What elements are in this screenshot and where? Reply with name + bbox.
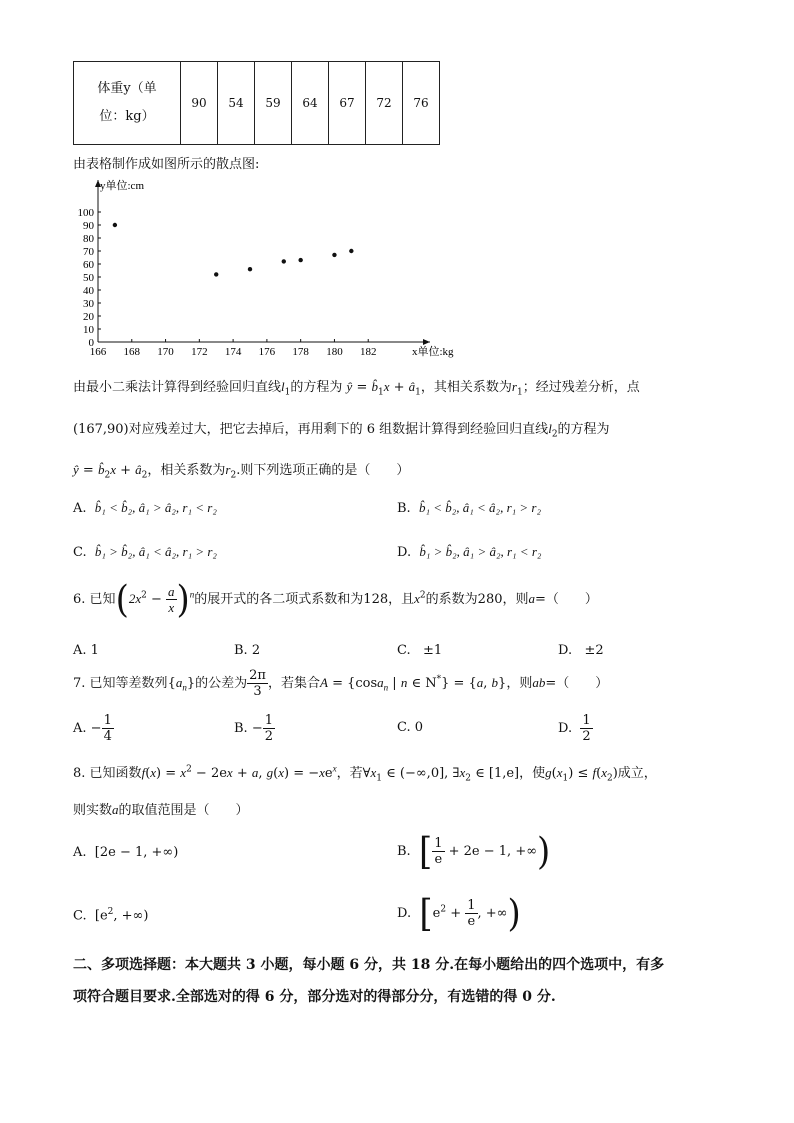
p6-coef: 280 — [477, 592, 503, 607]
y-axis-label: y单位:cm — [100, 180, 144, 192]
p5-line1: 由最小二乘法计算得到经验回归直线$l_1$的方程为 ŷ = $b̂_1x$ + $â_1$，其相关系数为$r_1$；经过残差分析，点 — [73, 379, 640, 398]
x-tick-label: 176 — [258, 346, 276, 358]
y-tick-label: 60 — [83, 259, 94, 271]
p5-text: 的方程为 — [557, 422, 610, 437]
p8-option-a: A. [2e − 1, +∞) — [73, 845, 179, 860]
weight-table — [73, 61, 440, 145]
y-tick-label: 40 — [83, 285, 94, 297]
scatter-point — [113, 223, 117, 227]
section2-line1: 二、多项选择题：本大题共 3 小题，每小题 6 分，共 18 分.在每小题给出的四个选项中，有多 — [73, 957, 665, 973]
p5-line3: ŷ = $b̂_2x$ + $â_2$，相关系数为$r_2$.则下列选项正确的是（ ） — [73, 462, 410, 481]
p8-stem-line2: 则实数a的取值范围是（ ） — [73, 802, 249, 818]
p5-line2: (167,90)对应残差过大，把它去掉后，再用剩下的 6 组数据计算得到经验回归直线$l_2$的方程为 — [73, 421, 610, 440]
chart-axes — [95, 180, 430, 345]
y-tick-label: 20 — [83, 311, 94, 323]
x-tick-label: 180 — [326, 346, 343, 358]
y-tick-label: 0 — [88, 337, 94, 349]
intro-text: 由表格制作成如图所示的散点图: — [73, 157, 260, 172]
p7-stem: 7. 已知等差数列$\{a_n\}$的公差为 $\frac{2\pi}{3}$ ，若集合A = {cosa$_n$ | n ∈ N*} = {a, b}，则ab=（ ） — [73, 668, 609, 699]
table-cell: 59 — [255, 62, 292, 145]
y-tick-label: 70 — [83, 246, 94, 258]
table-header-line2: 位：kg） — [99, 109, 155, 124]
scatter-point — [298, 258, 302, 262]
scatter-point — [349, 249, 353, 253]
y-tick-label: 100 — [77, 207, 94, 219]
p8-option-b: B. [ $\frac{1}{e}$ + 2e − 1, +∞) — [397, 829, 551, 874]
scatter-point — [332, 253, 336, 257]
table-header-cell — [74, 62, 181, 145]
p5-text: 的方程为 — [290, 380, 343, 395]
x-axis-label: x单位:kg — [412, 346, 454, 358]
p8-stem: 8. 已知函数$f(x) = x^2 - 2ex + a$, $g(x) = -xe^x$，若$\forall x_1$ ∈ (−∞,0], $\exists x_2$ ∈ [1,e]，使$g(x_1) \le f(x_2)$成立， — [73, 763, 657, 784]
table-cell: 64 — [292, 62, 329, 145]
scatter-chart — [60, 172, 460, 364]
p6-option-a: A. 1 — [73, 643, 99, 658]
y-tick-label: 10 — [83, 324, 94, 336]
p5-text: ；经过残差分析，点 — [522, 380, 640, 395]
x-tick-label: 166 — [89, 346, 107, 358]
table-cell: 76 — [403, 62, 440, 145]
x-tick-label: 178 — [292, 346, 309, 358]
p5-point: (167,90) — [73, 422, 129, 437]
x-tick-label: 174 — [224, 346, 242, 358]
p6-option-b: B. 2 — [234, 643, 261, 658]
p6-stem: 6. 已知($2x^2$ − $\frac{a}{x}$ )$^n$的展开式的各二项式系数和为128，且$x^2$的系数为280，则a=（ ） — [73, 577, 598, 622]
x-tick-label: 172 — [191, 346, 208, 358]
y-tick-label: 80 — [83, 233, 94, 245]
p5-text: 对应残差过大，把它去掉后，再用剩下的 6 组数据计算得到经验回归直线 — [128, 422, 549, 437]
p7-option-b: B. − $\frac{1}{2}$ — [234, 713, 273, 744]
p5-text: 由最小二乘法计算得到经验回归直线 — [73, 380, 282, 395]
y-tick-label: 90 — [83, 220, 94, 232]
p7-option-d: D. $\frac{1}{2}$ — [558, 713, 591, 744]
p6-option-c: C. ±1 — [397, 643, 443, 658]
p5-option-c: C. b̂₁ > b̂₂, â₁ < â₂, r₁ > r₂ — [73, 544, 217, 560]
p5-option-d: D. b̂₁ > b̂₂, â₁ > â₂, r₁ < r₂ — [397, 544, 542, 560]
y-tick-label: 30 — [83, 298, 94, 310]
x-tick-label: 170 — [157, 346, 174, 358]
p7-option-a: A. − $\frac{1}{4}$ — [73, 713, 112, 744]
p6-sum: 128 — [363, 592, 389, 607]
p5-text: ，其相关系数为 — [420, 380, 512, 395]
x-tick-label: 182 — [359, 346, 377, 358]
p5-option-b: B. b̂₁ < b̂₂, â₁ < â₂, r₁ > r₂ — [397, 500, 542, 516]
table-header-line1: 体重y（单 — [97, 81, 157, 96]
table-cell: 54 — [218, 62, 255, 145]
p8-option-c: C. [$e^2$, +∞) — [73, 907, 149, 924]
p5-text: ，相关系数为 — [147, 463, 226, 478]
y-tick-label: 50 — [83, 272, 94, 284]
scatter-point — [282, 259, 286, 263]
scatter-point — [214, 272, 218, 276]
table-cell: 90 — [181, 62, 218, 145]
section2-line2: 项符合题目要求.全部选对的得 6 分，部分选对的得部分分，有选错的得 0 分. — [73, 989, 556, 1005]
p8-option-d: D. [$e^2$ + $\frac{1}{e}$ , +∞) — [397, 891, 521, 936]
p5-text: .则下列选项正确的是（ ） — [236, 463, 410, 478]
x-axis-arrow — [423, 339, 430, 345]
scatter-point — [248, 267, 252, 271]
p6-option-d: D. ±2 — [558, 643, 604, 658]
p5-option-a: A. b̂₁ < b̂₂, â₁ > â₂, r₁ < r₂ — [73, 500, 217, 516]
table-cell: 67 — [329, 62, 366, 145]
x-tick-label: 168 — [123, 346, 141, 358]
p7-option-c: C. 0 — [397, 720, 424, 735]
table-cell: 72 — [366, 62, 403, 145]
